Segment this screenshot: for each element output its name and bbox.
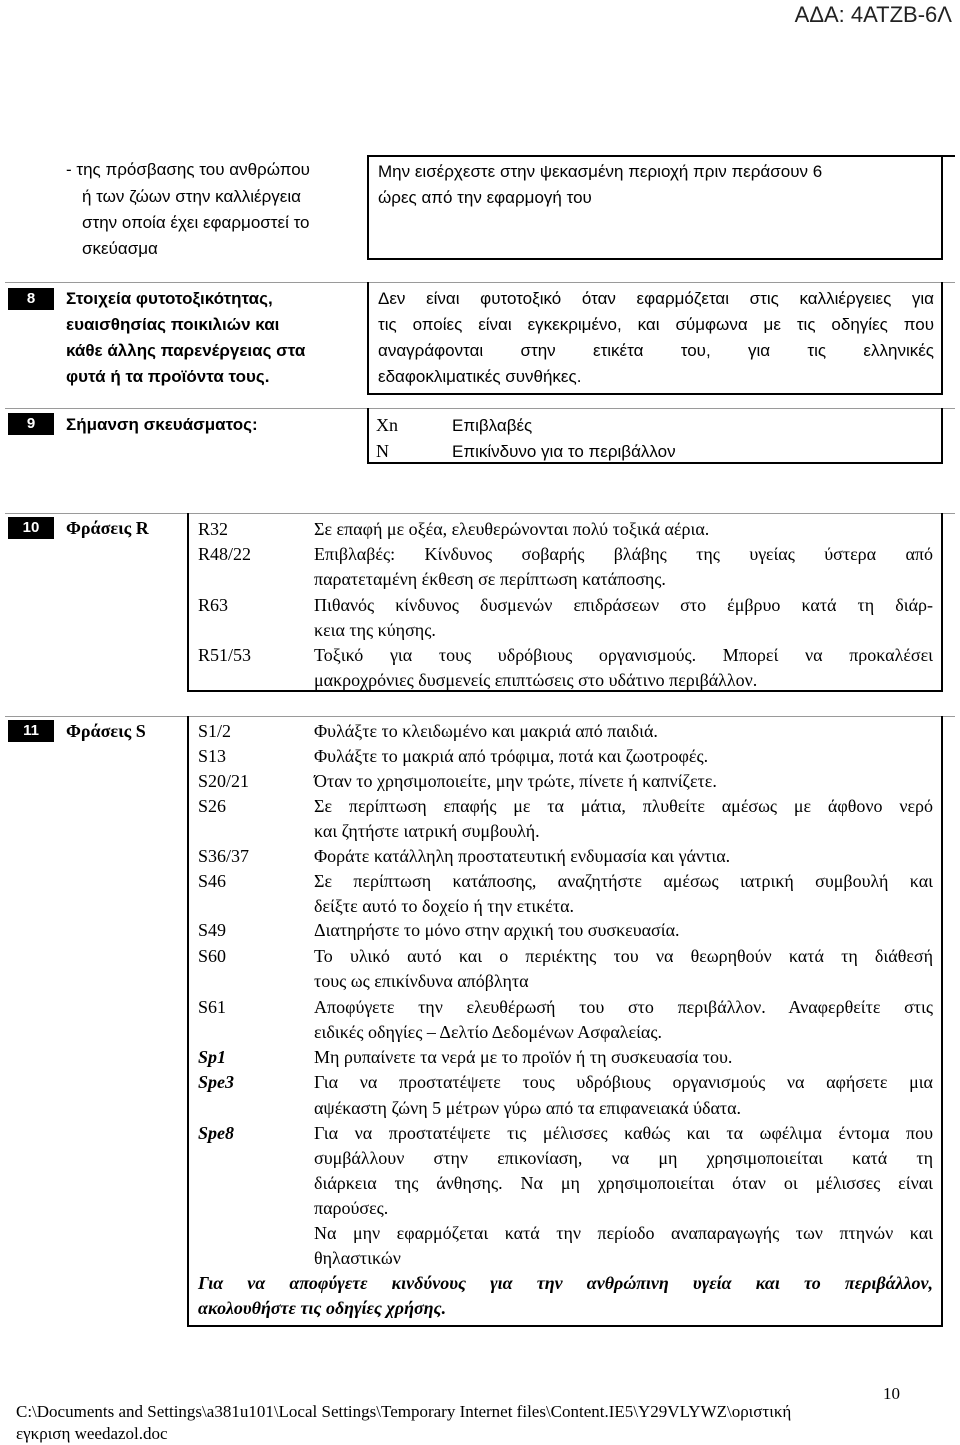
section-10-label: Φράσεις R: [66, 518, 149, 538]
divider: [367, 282, 369, 394]
s-phrase-text: Διατηρήστε το μόνο στην αρχική του συσκευασία.: [314, 920, 680, 940]
s-phrase-text: Να μην εφαρμόζεται κατά την περίοδο αναπαραγωγής των πτηνών και: [314, 1223, 933, 1243]
text-line: τις οποίες είναι εγκεκριμένο, και σύμφωνα με τις οδηγίες που: [378, 315, 934, 334]
s-phrase-text: θηλαστικών: [314, 1248, 401, 1268]
text-line: Μην εισέρχεστε στην ψεκασμένη περιοχή πριν περάσουν 6: [378, 162, 823, 181]
s-phrase-text: Σε περίπτωση επαφής με τα μάτια, πλυθείτε αμέσως με άφθονο νερό: [314, 796, 933, 816]
r-phrase-text: Επιβλαβές: Κίνδυνος σοβαρής βλάβης της υγείας ύστερα από: [314, 544, 933, 564]
text-line: - της πρόσβασης του ανθρώπου: [66, 160, 310, 179]
r-phrase-text: μακροχρόνιες δυσμενείς επιπτώσεις στο υδάτινο περιβάλλον.: [314, 670, 758, 690]
r-phrase-text: παρατεταμένη έκθεση σε περίπτωση κατάποσης.: [314, 569, 666, 589]
divider: [367, 155, 955, 157]
r-phrase-text: Τοξικό για τους υδρόβιους οργανισμούς. Μπορεί να προκαλέσει: [314, 645, 933, 665]
section-9-label: Σήμανση σκευάσματος:: [66, 415, 258, 434]
s-phrase-code: S49: [198, 920, 227, 940]
s-phrase-code: Sp1: [198, 1047, 227, 1067]
divider: [5, 408, 955, 409]
s-phrase-text: διάρκεια της άνθησης. Να μη χρησιμοποιείται όταν οι μέλισσες είναι: [314, 1173, 933, 1193]
s-phrase-text: συμβάλλουν στην επικονίαση, να μη χρησιμοποιείται κατά τη: [314, 1148, 933, 1168]
divider: [187, 716, 189, 1326]
file-path: [16, 1401, 791, 1445]
s-phrase-text: Σε περίπτωση κατάποσης, αναζητήστε αμέσως ιατρική συμβουλή και: [314, 871, 933, 891]
section-number: 10: [8, 517, 54, 539]
s-phrase-code: S36/37: [198, 846, 250, 866]
file-path-line: C:\Documents and Settings\a381u101\Local Settings\Temporary Internet files\Content.IE5\Y29VLYWZ\οριστική: [16, 1402, 792, 1421]
usage-warning: Για να αποφύγετε κινδύνους για την ανθρώπινη υγεία και το περιβάλλον,: [198, 1273, 933, 1293]
text-line: εδαφοκλιματικές συνθήκες.: [378, 367, 582, 386]
s-phrase-code: S1/2: [198, 721, 232, 741]
text-line: ή των ζώων στην καλλιέργεια: [82, 187, 301, 206]
s-phrase-text: δείξτε αυτό το δοχείο ή την ετικέτα.: [314, 896, 575, 916]
s-phrase-text: Για να προστατέψετε τους υδρόβιους οργανισμούς να αφήσετε μια: [314, 1072, 933, 1092]
s-phrase-code: S61: [198, 997, 227, 1017]
divider: [5, 716, 955, 717]
s-phrase-code: S20/21: [198, 771, 250, 791]
s-phrase-text: Αποφύγετε την ελευθέρωσή του στο περιβάλλον. Αναφερθείτε στις: [314, 997, 933, 1017]
text-line: αναγράφονται στην ετικέτα του, για τις ελληνικές: [378, 341, 934, 360]
page-number: 10: [883, 1384, 900, 1403]
divider: [367, 408, 369, 463]
s-phrase-text: Φοράτε κατάλληλη προστατευτική ενδυμασία και γάντια.: [314, 846, 731, 866]
s-phrase-text: Μη ρυπαίνετε τα νερά με το προϊόν ή τη συσκευασία του.: [314, 1047, 733, 1067]
hazard-symbol-text: Επικίνδυνο για το περιβάλλον: [452, 442, 676, 461]
section-11-label: Φράσεις S: [66, 721, 146, 741]
divider: [941, 408, 943, 463]
s-phrase-code: S13: [198, 746, 227, 766]
divider: [5, 513, 955, 514]
s-phrase-text: τους ως επικίνδυνα απόβλητα: [314, 971, 529, 991]
s-phrase-code: S26: [198, 796, 227, 816]
text-line: σκεύασμα: [82, 239, 158, 258]
s-phrase-text: ειδικές οδηγίες – Δελτίο Δεδομένων Ασφαλείας.: [314, 1022, 662, 1042]
divider: [941, 282, 943, 394]
hazard-symbol-code: N: [376, 441, 389, 461]
s-phrase-text: αψέκαστη ζώνη 5 μέτρων γύρω από τα επιφανειακά ύδατα.: [314, 1098, 742, 1118]
s-phrase-text: και ζητήστε ιατρική συμβουλή.: [314, 821, 540, 841]
text-line: Δεν είναι φυτοτοξικό όταν εφαρμόζεται στις καλλιέργειες για: [378, 289, 934, 308]
s-phrase-text: Για να προστατέψετε τις μέλισσες καθώς και τα ωφέλιμα έντομα που: [314, 1123, 933, 1143]
section-number: 8: [8, 288, 54, 310]
text-line: ώρες από την εφαρμογή του: [378, 188, 592, 207]
file-path-line: εγκριση weedazol.doc: [16, 1424, 168, 1443]
text-line: ευαισθησίας ποικιλιών και: [66, 315, 280, 334]
r-phrase-code: R32: [198, 519, 229, 539]
s-phrase-text: Φυλάξτε το μακριά από τρόφιμα, ποτά και ζωοτροφές.: [314, 746, 709, 766]
r-phrase-code: R48/22: [198, 544, 252, 564]
divider: [367, 155, 369, 259]
text-line: Στοιχεία φυτοτοξικότητας,: [66, 289, 273, 308]
divider: [5, 282, 955, 283]
text-line: φυτά ή τα προϊόντα τους.: [66, 367, 270, 386]
s-phrase-code: Spe8: [198, 1123, 234, 1143]
text-line: κάθε άλλης παρενέργειας στα: [66, 341, 306, 360]
s-phrase-text: Φυλάξτε το κλειδωμένο και μακριά από παιδιά.: [314, 721, 658, 741]
r-phrase-code: R63: [198, 595, 229, 615]
s-phrase-text: Το υλικό αυτό και ο περιέκτης του να θεωρηθούν κατά τη διάθεσή: [314, 946, 933, 966]
hazard-symbol-code: Xn: [376, 415, 398, 435]
divider: [941, 155, 943, 259]
hazard-symbol-text: Επιβλαβές: [452, 416, 533, 435]
section-number: 9: [8, 413, 54, 435]
r-phrase-text: Πιθανός κίνδυνος δυσμενών επιδράσεων στο έμβρυο κατά τη διάρ-: [314, 595, 933, 615]
s-phrase-code: S46: [198, 871, 227, 891]
section-number: 11: [8, 720, 54, 742]
divider: [367, 393, 943, 395]
s-phrase-code: S60: [198, 946, 227, 966]
divider: [941, 513, 943, 691]
s-phrase-code: Spe3: [198, 1072, 234, 1092]
text-line: στην οποία έχει εφαρμοστεί το: [82, 213, 310, 232]
divider: [367, 258, 943, 260]
s-phrase-text: παρούσες.: [314, 1198, 389, 1218]
r-phrase-text: κεια της κύησης.: [314, 620, 436, 640]
r-phrase-text: Σε επαφή με οξέα, ελευθερώνονται πολύ τοξικά αέρια.: [314, 519, 710, 539]
divider: [187, 1325, 943, 1327]
divider: [941, 716, 943, 1326]
r-phrase-code: R51/53: [198, 645, 252, 665]
s-phrase-text: Όταν το χρησιμοποιείτε, μην τρώτε, πίνετε ή καπνίζετε.: [314, 771, 717, 791]
usage-warning: ακολουθήστε τις οδηγίες χρήσης.: [198, 1298, 447, 1318]
ada-code: ΑΔΑ: 4ΑΤΖΒ-6Λ: [794, 2, 952, 27]
divider: [187, 513, 189, 691]
